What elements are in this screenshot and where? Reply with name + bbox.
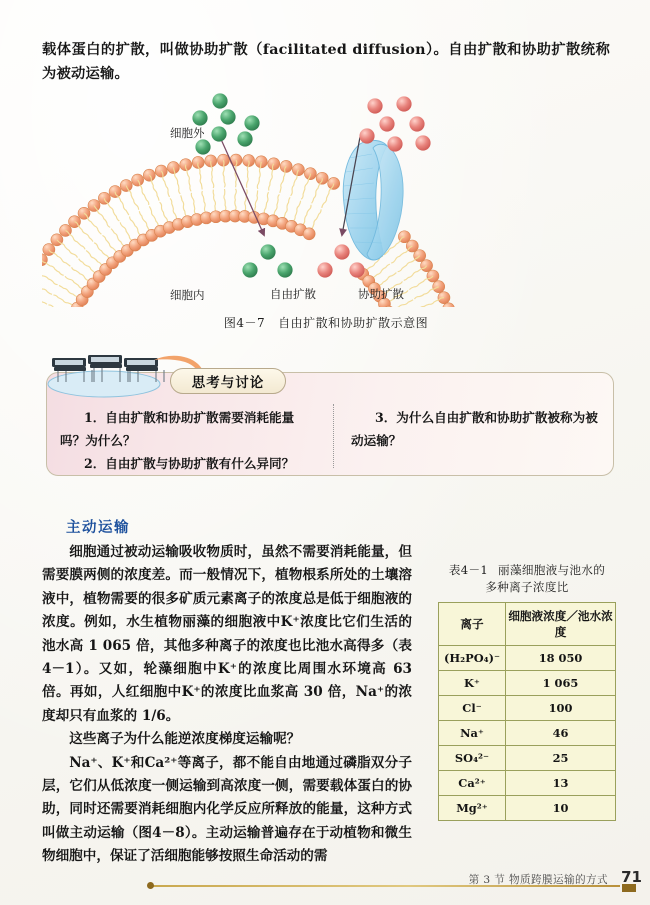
figure-label-facilitated-diffusion: 协助扩散 [358,287,404,301]
figure-caption [42,314,610,331]
table-row [439,771,616,796]
discussion-column-right [325,406,600,476]
footer-dot [147,882,154,889]
body-paragraph-2: 这些离子为什么能逆浓度梯度运输呢？ [69,731,301,748]
table-cell-ion: Na⁺ [439,721,506,746]
lipid-bilayer-left [42,154,340,307]
figure-label-outside: 细胞外 [170,126,205,140]
table-row [439,746,616,771]
membrane-diagram-svg [42,92,610,307]
table-caption-line1: 丽藻细胞液与池水的 [498,563,606,577]
discussion-question-1: 1．自由扩散和协助扩散需要消耗能量吗？为什么？ [60,410,295,448]
figure-caption-number: 图4－7 [223,316,266,330]
discussion-question-3: 3．为什么自由扩散和协助扩散被称为被动运输？ [351,410,598,448]
table-cell-ion: Ca²⁺ [439,771,506,796]
table-cell-value: 25 [506,746,616,771]
green-particles-inside [242,244,292,277]
green-particles-outside [192,93,259,154]
carrier-protein [343,140,403,260]
body-paragraph-1: 细胞通过被动运输吸收物质时，虽然不需要消耗能量，但需要膜两侧的浓度差。而一般情况下，植物根系所处的土壤溶液中，植物需要的很多矿质元素离子的浓度总是低于细胞液的浓度。例如，水生植物丽藻的细胞液中K⁺浓度比它们生活的池水高 1 065 倍，其他多种离子的浓度也比池水高得多（表4－1）。又如，轮藻细胞中K⁺的浓度比周围水环境高 63 倍。再如，人红细胞中K⁺的浓度比血浆高 30 倍，Na⁺的浓度却只有血浆的 1/6。 [42,544,412,724]
intro-paragraph: 载体蛋白的扩散，叫做协助扩散（facilitated diffusion）。自由扩散和协助扩散统称为被动运输。 [42,42,610,82]
table-cell-value: 10 [506,796,616,821]
discussion-tab: 思考与讨论 [170,368,286,394]
table-row [439,671,616,696]
table-cell-ion: Mg²⁺ [439,796,506,821]
ion-concentration-table [438,602,616,821]
figure-4-7 [42,92,610,337]
footer-section-title: 第 3 节 物质跨膜运输的方式 [468,874,608,886]
table-caption-line2: 多种离子浓度比 [485,580,569,594]
page-number: 71 [621,868,642,886]
discussion-question-2: 2．自由扩散与协助扩散有什么异同？ [83,456,295,471]
table-cell-ion: K⁺ [439,671,506,696]
discussion-column-left [60,406,325,476]
figure-caption-text: 自由扩散和协助扩散示意图 [278,316,429,330]
table-cell-value: 100 [506,696,616,721]
table-header-ion: 离子 [439,603,506,646]
table-header-row [439,603,616,646]
table-header-ratio: 细胞液浓度／池水浓度 [506,603,616,646]
table-4-1 [438,562,616,821]
table-row [439,696,616,721]
section-heading: 主动运输 [66,520,130,536]
table-caption [438,562,616,596]
table-cell-ion: SO₄²⁻ [439,746,506,771]
table-row [439,646,616,671]
table-row [439,721,616,746]
page-footer [150,868,642,892]
table-cell-value: 13 [506,771,616,796]
discussion-body [46,400,614,476]
table-cell-value: 18 050 [506,646,616,671]
section-body [42,541,412,869]
figure-label-inside: 细胞内 [170,288,205,302]
table-cell-value: 1 065 [506,671,616,696]
body-paragraph-3: Na⁺、K⁺和Ca²⁺等离子，都不能自由地通过磷脂双分子层，它们从低浓度一侧运输到高浓度一侧，需要载体蛋白的协助，同时还需要消耗细胞内化学反应所释放的能量，这种方式叫做主动运输（图4－8）。主动运输普遍存在于动植物和微生物细胞中，保证了活细胞能够按照生命活动的需 [42,754,412,865]
table-cell-ion: Cl⁻ [439,696,506,721]
table-cell-ion: (H₂PO₄)⁻ [439,646,506,671]
table-cell-value: 46 [506,721,616,746]
table-row [439,796,616,821]
figure-label-free-diffusion: 自由扩散 [270,287,316,301]
table-caption-number: 表4－1 [448,563,489,577]
